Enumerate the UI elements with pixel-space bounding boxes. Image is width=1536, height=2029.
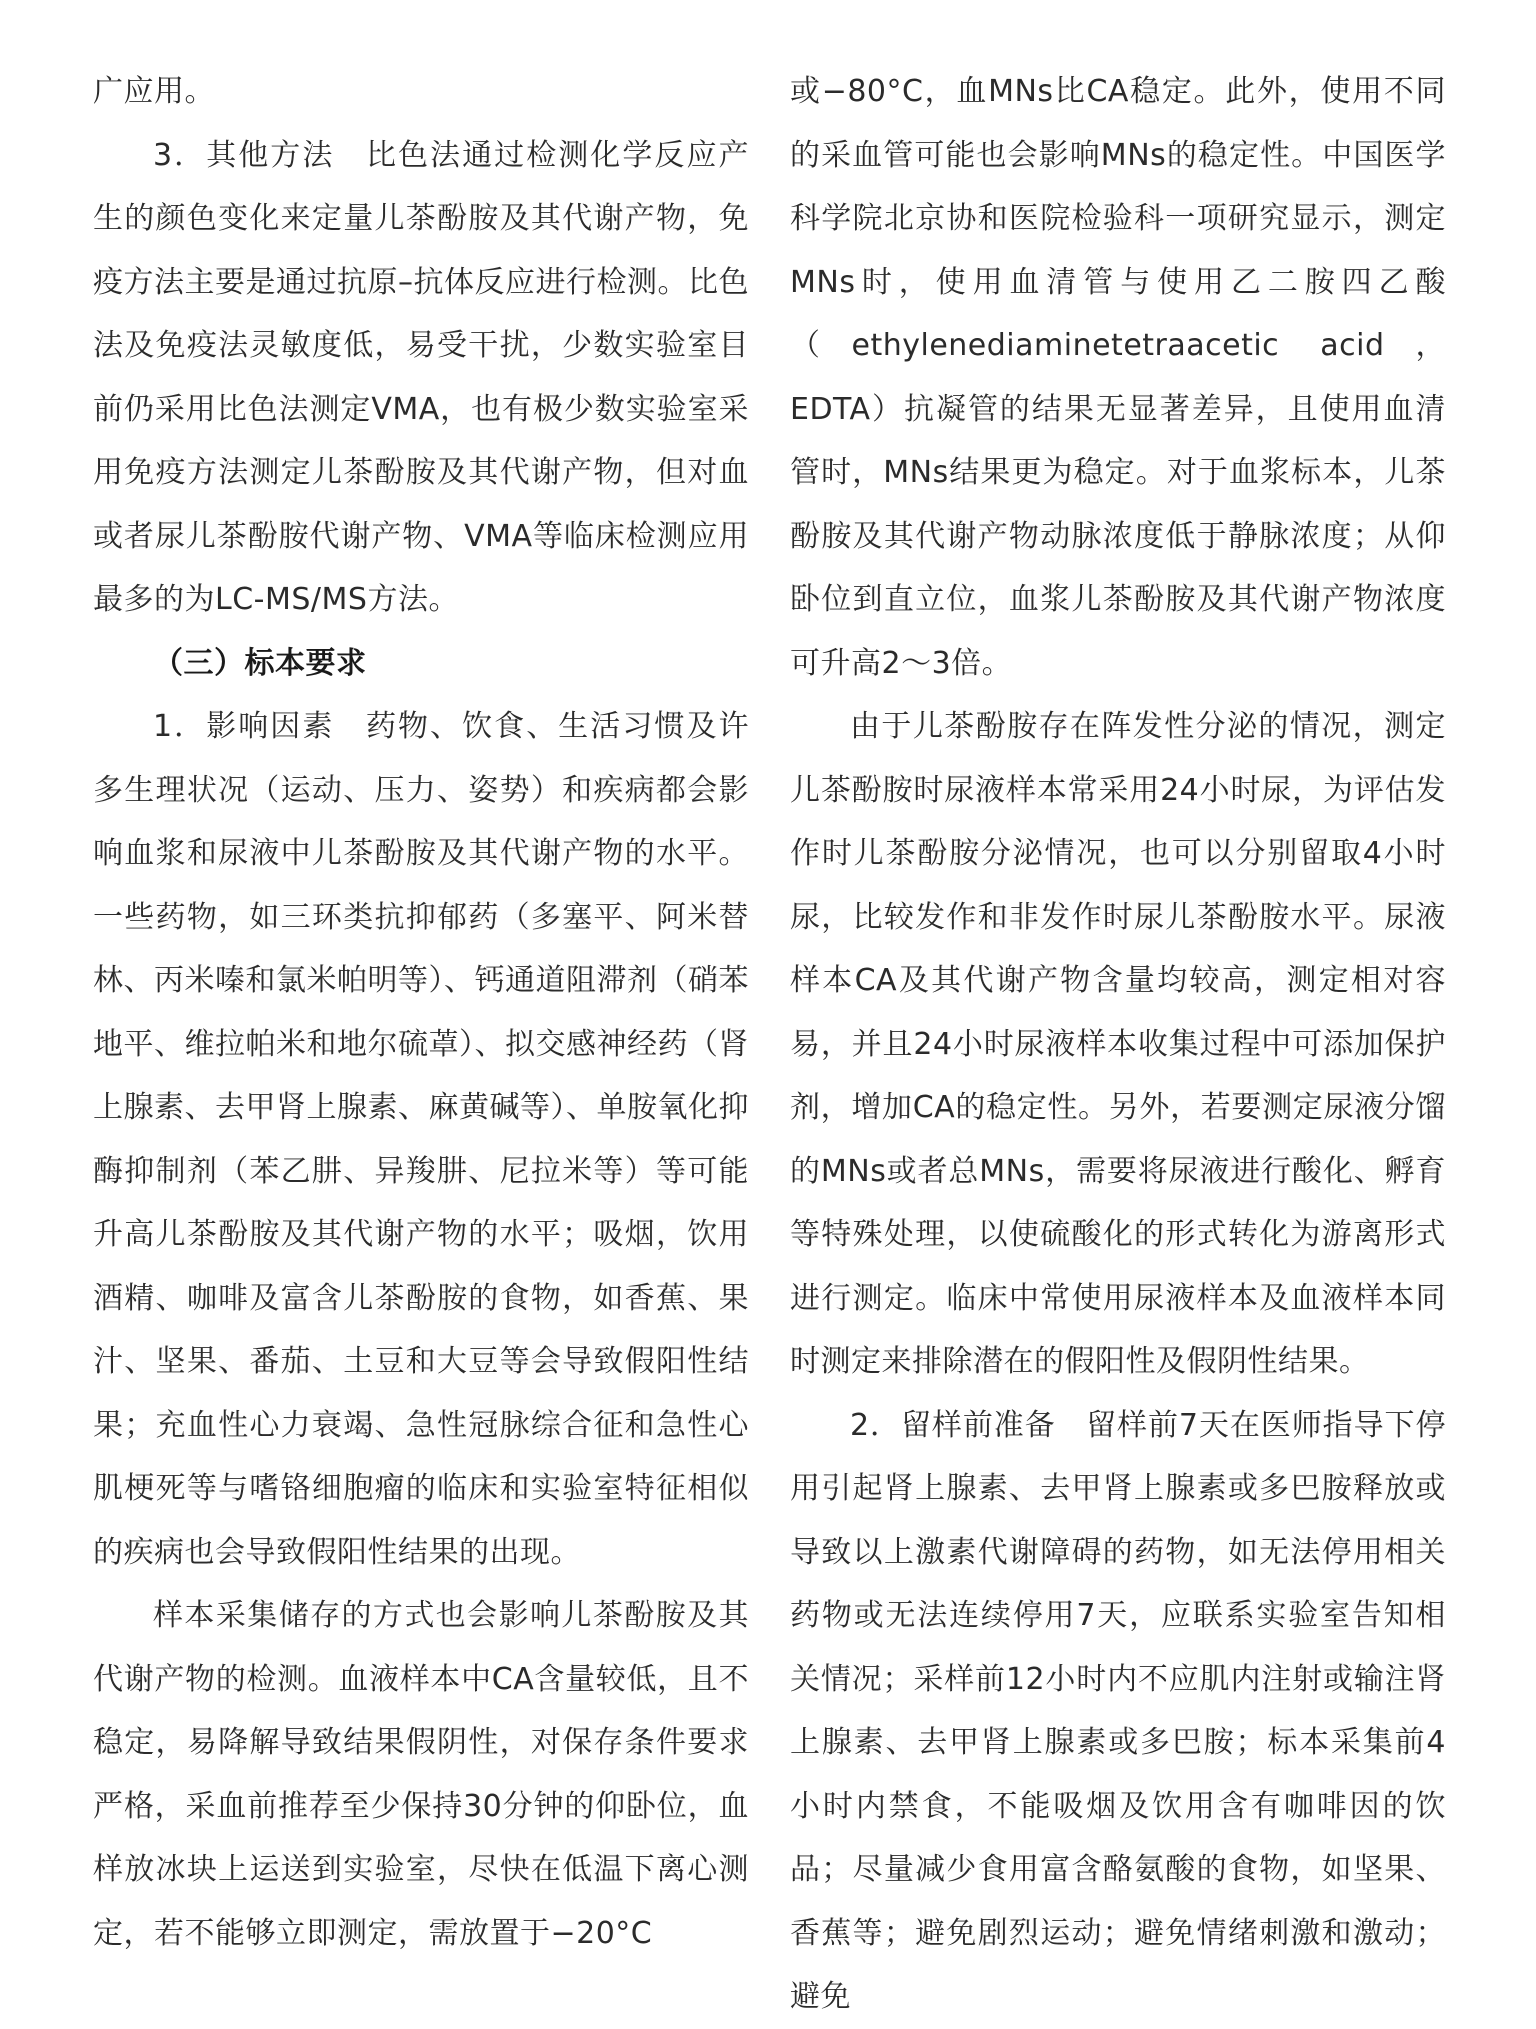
left-column [93,60,749,1965]
paragraph-blood-stability: 或−80°C，血MNs比CA稳定。此外，使用不同的采血管可能也会影响MNs的稳定性。中国医学科学院北京协和医院检验科一项研究显示，测定MNs时，使用血清管与使用乙二胺四乙酸（ethylenediaminetetraacetic acid，EDTA）抗凝管的结果无显著差异，且使用血清管时，MNs结果更为稳定。对于血浆标本，儿茶酚胺及其代谢产物动脉浓度低于静脉浓度；从仰卧位到直立位，血浆儿茶酚胺及其代谢产物浓度可升高2～3倍。 [790,74,1446,681]
run-in-heading-pre-sampling: 2．留样前准备 [850,1407,1056,1443]
paragraph-continuation: 广应用。 [93,74,215,109]
paragraph-other-methods-body: 比色法通过检测化学反应产生的颜色变化来定量儿茶酚胺及其代谢产物，免疫方法主要是通过抗原–抗体反应进行检测。比色法及免疫法灵敏度低，易受干扰，少数实验室目前仍采用比色法测定VMA，也有极少数实验室采用免疫方法测定儿茶酚胺及其代谢产物，但对血或者尿儿茶酚胺代谢产物、VMA等临床检测应用最多的为LC-MS/MS方法。 [93,137,749,617]
run-in-heading-other-methods: 3．其他方法 [153,137,335,173]
right-column [790,60,1446,2029]
paragraph-pre-sampling-preparation [790,1394,1446,2029]
paragraph-urine-samples: 由于儿茶酚胺存在阵发性分泌的情况，测定儿茶酚胺时尿液样本常采用24小时尿，为评估发作时儿茶酚胺分泌情况，也可以分别留取4小时尿，比较发作和非发作时尿儿茶酚胺水平。尿液样本CA及其代谢产物含量均较高，测定相对容易，并且24小时尿液样本收集过程中可添加保护剂，增加CA的稳定性。另外，若要测定尿液分馏的MNs或者总MNs，需要将尿液进行酸化、孵育等特殊处理，以使硫酸化的形式转化为游离形式进行测定。临床中常使用尿液样本及血液样本同时测定来排除潜在的假阳性及假阴性结果。 [790,709,1446,1379]
section-heading-specimen-requirements: （三）标本要求 [153,645,367,681]
run-in-heading-influencing-factors: 1．影响因素 [153,709,335,744]
paragraph-other-methods [93,124,749,632]
paragraph-sample-storage: 样本采集储存的方式也会影响儿茶酚胺及其代谢产物的检测。血液样本中CA含量较低，且不稳定，易降解导致结果假阴性，对保存条件要求严格，采血前推荐至少保持30分钟的仰卧位，血样放冰块上运送到实验室，尽快在低温下离心测定，若不能够立即测定，需放置于−20°C [93,1598,749,1951]
paragraph-pre-sampling-body: 留样前7天在医师指导下停用引起肾上腺素、去甲肾上腺素或多巴胺释放或导致以上激素代谢障碍的药物，如无法停用相关药物或无法连续停用7天，应联系实验室告知相关情况；采样前12小时内不应肌内注射或输注肾上腺素、去甲肾上腺素或多巴胺；标本采集前4小时内禁食，不能吸烟及饮用含有咖啡因的饮品；尽量减少食用富含酪氨酸的食物，如坚果、香蕉等；避免剧烈运动；避免情绪刺激和激动；避免 [790,1407,1446,2014]
paragraph-influencing-factors-body: 药物、饮食、生活习惯及许多生理状况（运动、压力、姿势）和疾病都会影响血浆和尿液中儿茶酚胺及其代谢产物的水平。一些药物，如三环类抗抑郁药（多塞平、阿米替林、丙米嗪和氯米帕明等）、钙通道阻滞剂（硝苯地平、维拉帕米和地尔硫䓬）、拟交感神经药（肾上腺素、去甲肾上腺素、麻黄碱等）、单胺氧化抑酶抑制剂（苯乙肼、异羧肼、尼拉米等）等可能升高儿茶酚胺及其代谢产物的水平；吸烟，饮用酒精、咖啡及富含儿茶酚胺的食物，如香蕉、果汁、坚果、番茄、土豆和大豆等会导致假阳性结果；充血性心力衰竭、急性冠脉综合征和急性心肌梗死等与嗜铬细胞瘤的临床和实验室特征相似的疾病也会导致假阳性结果的出现。 [93,709,749,1570]
paragraph-influencing-factors [93,695,749,1584]
